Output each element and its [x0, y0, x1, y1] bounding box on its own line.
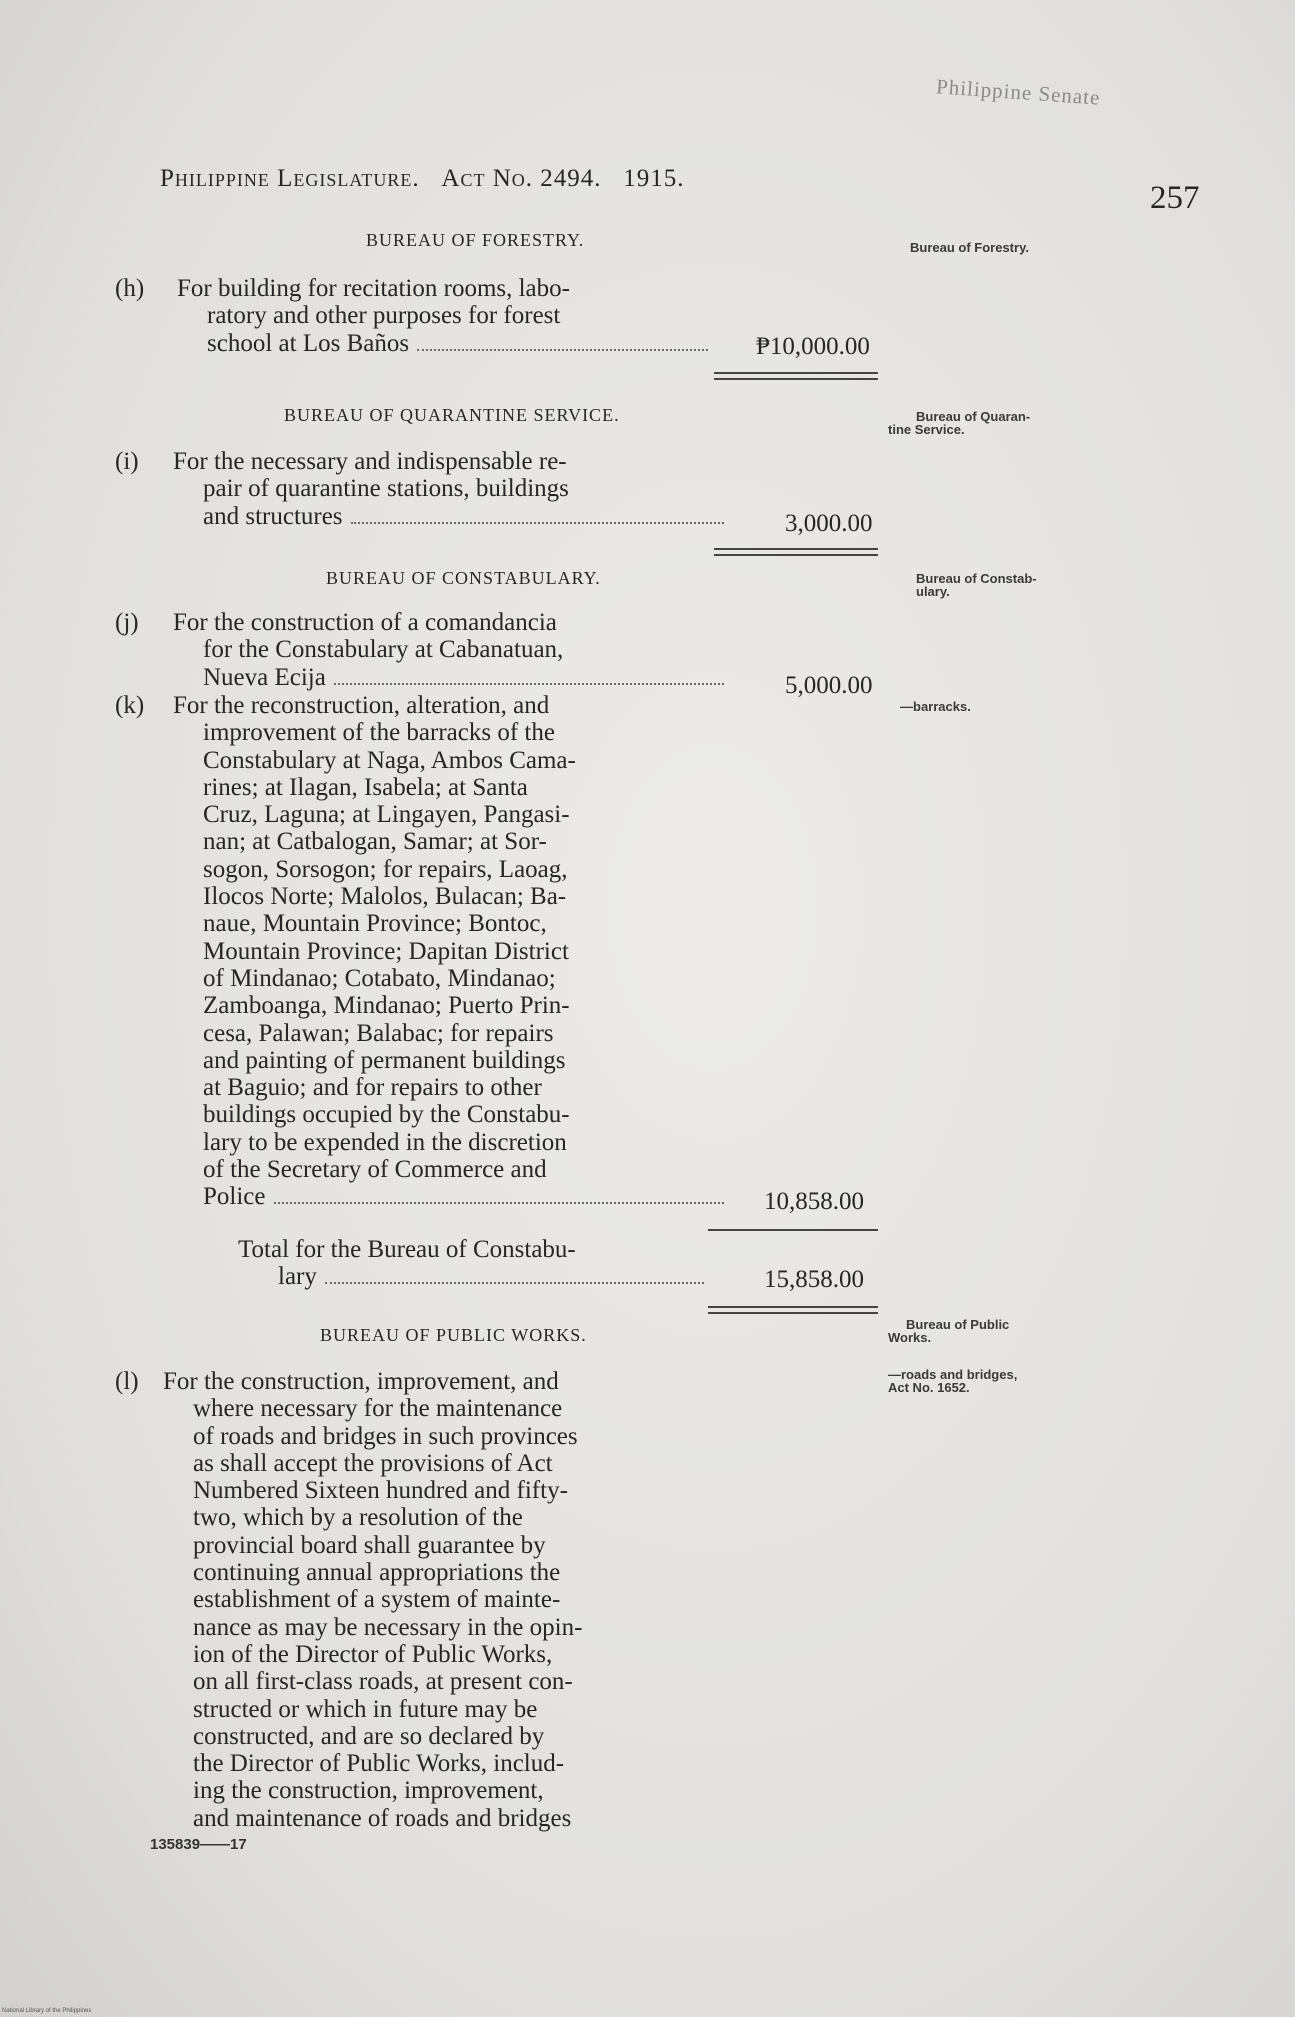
scan-imprint: National Library of the Philippines: [2, 2008, 92, 2014]
item-j-amount: 5,000.00: [785, 672, 873, 699]
legislature-title: Philippine Legislature.: [160, 165, 420, 192]
constabulary-margin-note-1: Bureau of Constab-: [916, 571, 1037, 586]
public-works-margin-note-2: Works.: [888, 1330, 932, 1345]
printer-signature: 135839——17: [150, 1836, 247, 1853]
item-l-label: (l): [115, 1368, 139, 1395]
item-i: (i) For the necessary and indispensable re- pair of quarantine stations, buildings and structures: [115, 448, 705, 530]
rule-quarantine-1: [714, 548, 878, 550]
running-header: [160, 165, 685, 193]
item-l: (l) For the construction, improvement, and where necessary for the maintenance of roads and bridges in such provinces as shall accept the provisions of Act Numbered Sixteen hundred and fifty- two, which by a resolution of the provincial board shall guarantee by continuing annual appropriations the establishment of a system of mainte- nance as may be necessary in the opin- ion of the Director of Public Works, on all first-class roads, at present con- structed or which in future may be constructed, and are so declared by the Director of Public Works, includ- ing the construction, improvement, and maintenance of roads and bridges: [115, 1368, 583, 1832]
item-h-label: (h): [115, 275, 145, 302]
item-k: (k) For the reconstruction, alteration, and improvement of the barracks of the Constabulary at Naga, Ambos Cama- rines; at Ilagan, Isabela; at Santa Cruz, Laguna; at Lingayen, Pangasi- nan; at Catbalogan, Samar; at Sor- sogon, Sorsogon; for repairs, Laoag, Ilocos Norte; Malolos, Bulacan; Ba- naue, Mountain Province; Bontoc, Mountain Province; Dapitan District of Mindanao; Cotabato, Mindanao; Zamboanga, Mindanao; Puerto Prin- cesa, Palawan; Balabac; for repairs and painting of permanent buildings at Baguio; and for repairs to other buildings occupied by the Constabu- lary to be expended in the discretion of the Secretary of Commerce and Police: [115, 692, 705, 1211]
item-h: (h) For building for recitation rooms, labo- ratory and other purposes for forest school at Los Baños: [115, 275, 710, 357]
constabulary-total-amount: 15,858.00: [764, 1266, 864, 1293]
page-number: 257: [1150, 180, 1200, 216]
constabulary-margin-note-2: ulary.: [916, 584, 950, 599]
public-works-heading: BUREAU OF PUBLIC WORKS.: [320, 1325, 587, 1345]
public-works-margin-note-4: Act No. 1652.: [888, 1380, 970, 1395]
act-year: 1915.: [623, 165, 685, 192]
forestry-heading: BUREAU OF FORESTRY.: [366, 230, 585, 250]
item-k-amount: 10,858.00: [764, 1188, 864, 1215]
rule-total-2: [708, 1312, 878, 1314]
item-h-amount: ₱10,000.00: [756, 333, 870, 360]
item-k-label: (k): [115, 692, 145, 719]
act-number: Act No. 2494.: [441, 165, 602, 192]
senate-stamp: Philippine Senate: [935, 74, 1102, 110]
rule-forestry-2: [714, 378, 878, 380]
rule-quarantine-2: [714, 554, 878, 556]
item-j-label: (j): [115, 609, 139, 636]
quarantine-heading: BUREAU OF QUARANTINE SERVICE.: [284, 405, 620, 425]
constabulary-total: Total for the Bureau of Constabu- lary: [238, 1236, 708, 1291]
public-works-margin-note-3: —roads and bridges,: [888, 1367, 1018, 1382]
item-i-label: (i): [115, 448, 139, 475]
quarantine-margin-note-2: tine Service.: [888, 422, 965, 437]
item-j: (j) For the construction of a comandancia for the Constabulary at Cabanatuan, Nueva Ecija: [115, 609, 705, 691]
forestry-margin-note: Bureau of Forestry.: [910, 240, 1029, 255]
quarantine-margin-note-1: Bureau of Quaran-: [916, 409, 1031, 424]
barracks-margin-note: —barracks.: [900, 699, 971, 714]
item-i-amount: 3,000.00: [785, 510, 873, 537]
constabulary-heading: BUREAU OF CONSTABULARY.: [326, 568, 601, 588]
rule-forestry-1: [714, 372, 878, 374]
rule-total-1: [708, 1306, 878, 1308]
public-works-margin-note-1: Bureau of Public: [906, 1317, 1010, 1332]
rule-k: [708, 1229, 878, 1231]
